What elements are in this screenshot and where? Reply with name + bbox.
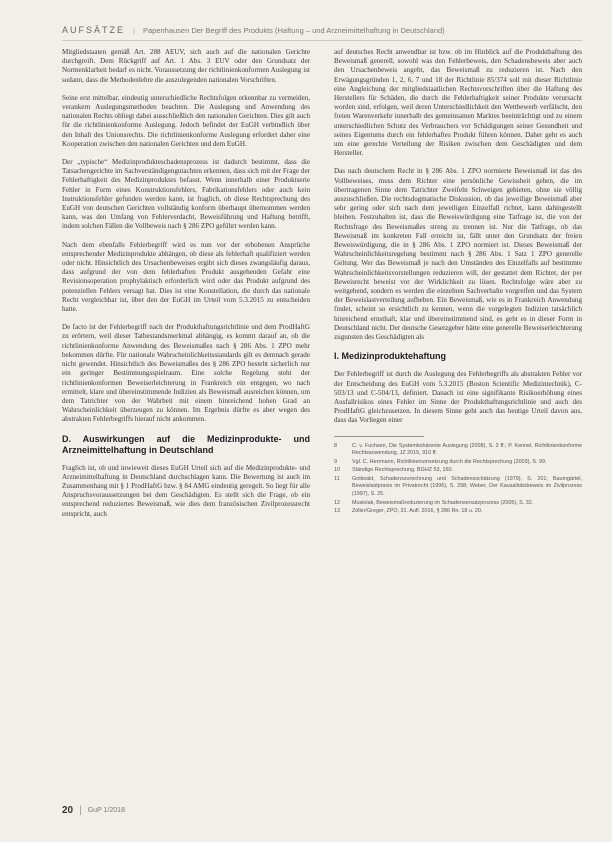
running-header [62,22,582,38]
page-number: 20 [62,804,74,816]
footnote-number: 10 [334,467,340,474]
footnote-number: 13 [334,508,340,515]
section-label: AUFSÄTZE [62,25,126,35]
footnote-number: 9 [334,458,337,465]
footer-separator: | [79,804,82,816]
page-footer [62,802,125,818]
footnotes [334,443,582,516]
footnote-text: Musielak, Beweismaßreduzierung im Schadensersatzprozess (2005), S. 32. [352,499,534,506]
running-title: Papenhausen Der Begriff des Produkts (Haftung – und Arzneimittelhaftung in Deutschland) [142,25,445,35]
footnote-number: 11 [334,475,340,482]
section-heading: D. Auswirkungen auf die Medizinprodukte- und Arzneimittelhaftung in Deutschland [62,433,310,455]
footnote-text: Zöller/Greger, ZPO, 31. Aufl. 2016, § 286 Rn. 18 u. 20. [352,508,483,515]
footnote-text: Gottwald, Schadenszurechnung und Schadensschätzung (1979), S. 201; Baumgärtel, Beweislastpraxis im Privatrecht (1996), S. 298; Weber, Der Kausalitätsbeweis im Zivilprozess (1997), S. 25. [352,475,582,498]
body-paragraph: Der „typische“ Medizinprodukteschadensprozess ist dadurch bestimmt, dass die Tatsachengerichte im Sachverständigengutachten erkennen, dass sich mit der Frage der Fehlerhaftigkeit des Medizinproduktes befasst. Wenn innerhalb einer Produktserie Fehler in Form eines Konstruktionsfehlers, Fabrikationsfehlers oder auch kein Instruktionsfehler gefunden werden kann, ist fraglich, ob diese Rechtsprechung des EuGH von deutschen Gerichten vollständig konform überhaupt übernommen werden kann, was den Umfang von Fehlerverdacht, Beweisführung und Haftung betrifft, indem solchen Fällen die Vollbeweis nach § 286 ZPO geführt werden kann. [62,158,310,231]
body-paragraph: Das nach deutschem Recht in § 286 Abs. 1 ZPO normierte Beweismaß ist das des Vollbeweises, muss dem Richter eine persönliche Gewissheit geben, die im übertragenen Sinne dem Tatrichter Zweifeln Schweigen gebieten, ohne sie völlig auszuschließen. Die rechtsdogmatische Diskussion, ob das jeweilige Beweismaß aber sehr gering oder sich nach dem jeweiligen Einzelfall richtet, kann dahingestellt bleiben. Festzuhalten ist, dass die Beweiswürdigung eine Tatfrage ist, die von der Rechtsfrage des Beweismaßes streng zu trennen ist. Nur die Tatfrage, ob das Beweismaß im konkreten Fall erreicht ist, fällt unter den Grundsatz der freien Beweiswürdigung, die in § 286 Abs. 1 ZPO normiert ist. Dieses Beweismaß der Wahrscheinlichkeitsregelung bestimmt nach § 286 Abs. 1 Satz 1 ZPO generelle Geltung. Wer das Beweismaß je nach den Umständen des Einzelfalls auf bestimmte Wahrscheinlichkeitsvorstellungen reduzieren will, der gestattet dem Richter, der per Beweisrecht beweist vor der Wirklichkeit zu lösen. Rechtsfolge wäre aber zu weitgehend, sondern es werden die einzelnen Sachverhalte vorgreifen und das System der Beweislastverteilung aufheben. Ein Beweismaß, wie es in Frankreich Anwendung findet, scheint so ersichtlich zu kennen, wenn die vorgelegten Indizien tatsächlich hinreichend ernsthaft, klar und übereinstimmend sind, es geht es in dieser Form in Deutschland nicht. Der deutsche Gesetzgeber hätte eine generelle Beweiserleichterung zugunsten des Geschädigten als [334,167,582,342]
header-separator: | [133,25,135,35]
footnote-number: 12 [334,499,340,506]
section-heading: I. Medizinproduktehaftung [334,351,446,362]
footnote [334,443,582,458]
footnote [334,508,582,516]
footnote [334,459,582,467]
body-paragraph: Fraglich ist, ob und inwieweit dieses EuGH Urteil sich auf die Medizinprodukte- und Arzneimittelhaftung in Deutschland durchschlagen kann. Die Bewertung ist auch im Zusammenhang mit § 1 ProdHaftG bzw. § 84 AMG eindeutig geregelt. So liegt für alle Anspruchsvoraussetzungen bei dem Geschädigten. Es stellt sich die Frage, ob ein entsprechend reduziertes Beweismaß, wie dies dem französischen Zivilprozessrecht entspricht, auch [62,463,310,518]
journal-issue: GuP 1/2018 [87,806,125,814]
body-paragraph: De facto ist der Fehlerbegriff nach der Produkthaftungsrichtlinie und dem ProdHaftG zu erörtern, weil dieser Tatbestandsmerkmal abhängig, es kommt darauf an, ob die richtlinienkonforme Anwendung des Beweismaßes nach § 286 Abs. 1 ZPO mehr bekommen dürfte. Für nationale Wahrscheinlichkeitsstandards gilt es demnach gerade nicht gewendet. Hinsichtlich des Beweismaßes des § 286 ZPO besteht sicherlich nur ein geringer Bestimmungsspielraum. Eine solche Regelung steht der richtlinienkonformen Beweiserleichterung in Frankreich ein entgegen, wo nach ermittelt, klare und übereinstimmende Indizien als Beweismaß ausreichen können, um dem Tatrichter von der Wahrheit mit einem hinreichend hohen Grad an Wahrscheinlichkeit überzeugen zu können. Im Ergebnis dürfte es aber wegen des abstrakten Fehlerbegriffs hierauf nicht ankommen. [62,323,310,424]
footnote-divider [334,436,424,437]
footnote-number: 8 [334,442,337,449]
left-column [62,48,310,800]
body-paragraph: auf deutsches Recht anwendbar ist bzw. ob im Hinblick auf die Produkthaftung des Beweismaß generell, sowohl was den Fehlerbeweis, den Schadensbeweis aber auch den Ursachenbeweis angeht, das Beweismaß zu reduzieren ist. Nach den Erwägungsgründen 1, 2, 6, 7 und 18 der Richtlinie 85/374 soll mit dieser Richtlinie eine Angleichung der mitgliedstaatlichen Rechtsvorschriften über die Haftung des Herstellers für Schäden, die durch die Fehlerhaftigkeit seiner Produkte verursacht worden sind, erfolgen, weil deren Unterschiedlichkeit den Wettbewerb verfälscht, den freien Warenverkehr innerhalb des gemeinsamen Marktes beeinträchtigt und zu einem unterschiedlichen Schutz des Verbrauchers vor Schädigungen seiner Gesundheit und seines Eigentums durch ein fehlerhaftes Produkt führen können. Daher geht es auch um eine gerechte Verteilung der Risiken zwischen dem Geschädigten und dem Hersteller. [334,48,582,158]
footnote-text: Vgl. C. Herrmann, Richtlinienumsetzung durch die Rechtsprechung (2003), S. 99. [352,458,547,465]
right-column [334,48,582,784]
footnote [334,476,582,499]
header-rule [62,40,582,41]
body-paragraph: Der Fehlerbegriff ist durch die Auslegung des Fehlerbegriffs als abstrakten Fehler vor der Entscheidung des EuGH vom 5.3.2015 (Boston Scientific Medizintechnik), C-503/13 und C-504/13, definiert. Danach ist eine signifikante Risikoerhöhung eines Ausfallrisikos eines Fehler im Sinne der Produkthaftungsrichtlinie und auch des ProdHaftG gleichzusetzen. In diesem Sinne geht auch das heutige Urteil davon aus, dass das Vorliegen einer [334,370,582,425]
body-paragraph: Seine erst mittelbar, eindeutig unterschiedliche Rechtsfolgen erkennbar zu vermeiden, verankern Auslegungsmethoden beachten. Die Auslegung und Anwendung des nationalen Rechts obliegt dabei ausschließlich den nationalen Gerichten. Dies gilt auch für die richtlinienkonforme Auslegung. Jedoch befindet der EuGH verbindlich über den Inhalt des Unionsrechts. Die richtlinienkonforme Auslegung erfordert daher eine Kooperation zwischen den nationalen Gerichten und dem EuGH. [62,93,310,148]
footnote [334,467,582,475]
body-paragraph: Nach dem ebenfalls Fehlerbegriff wird es nun vor der erhobenen Ansprüche entsprechender Medizinprodukte abhängen, ob diese als fehlerhaft qualifiziert werden oder nicht. Hinsichtlich des Ursachenbeweises ergibt sich dieses zwangsläufig daraus, dass aufgrund der von dem fehlerhaften Produkt ausgehenden Gefahr eine Revisionsoperation prophylaktisch erforderlich wird oder das Produkt aufgrund des potenziellen Fehlers versagt hat. Dies ist eine Konstellation, die durch das nationale Recht vergleichbar ist, über den der EuGH im Urteil vom 5.3.2015 zu entscheiden hatte. [62,240,310,314]
footnote-text: C. v. Fuchsen, Die Systemkohärente Auslegung (2008), S. 2 ff.; P. Kennel, Richtlinienkonforme Rechtsanwendung, JZ 2015, 910 ff. [352,442,582,457]
footnote [334,500,582,508]
body-paragraph: Mitgliedstaaten gemäß Art. 288 AEUV, sich auch auf die nationalen Gerichte durchgreift. Dem Rückgriff auf Art. 1 Abs. 3 EUV oder den Grundsatz der Normenklarheit bedarf es nicht. Voraussetzung der richtlinienkonformen Auslegung ist sodann, dass die Methodenlehre die auszulegenden nationalen Vorschriften. [62,48,310,84]
footnote-text: Ständige Rechtsprechung, BGHZ 53, 160. [352,467,453,474]
